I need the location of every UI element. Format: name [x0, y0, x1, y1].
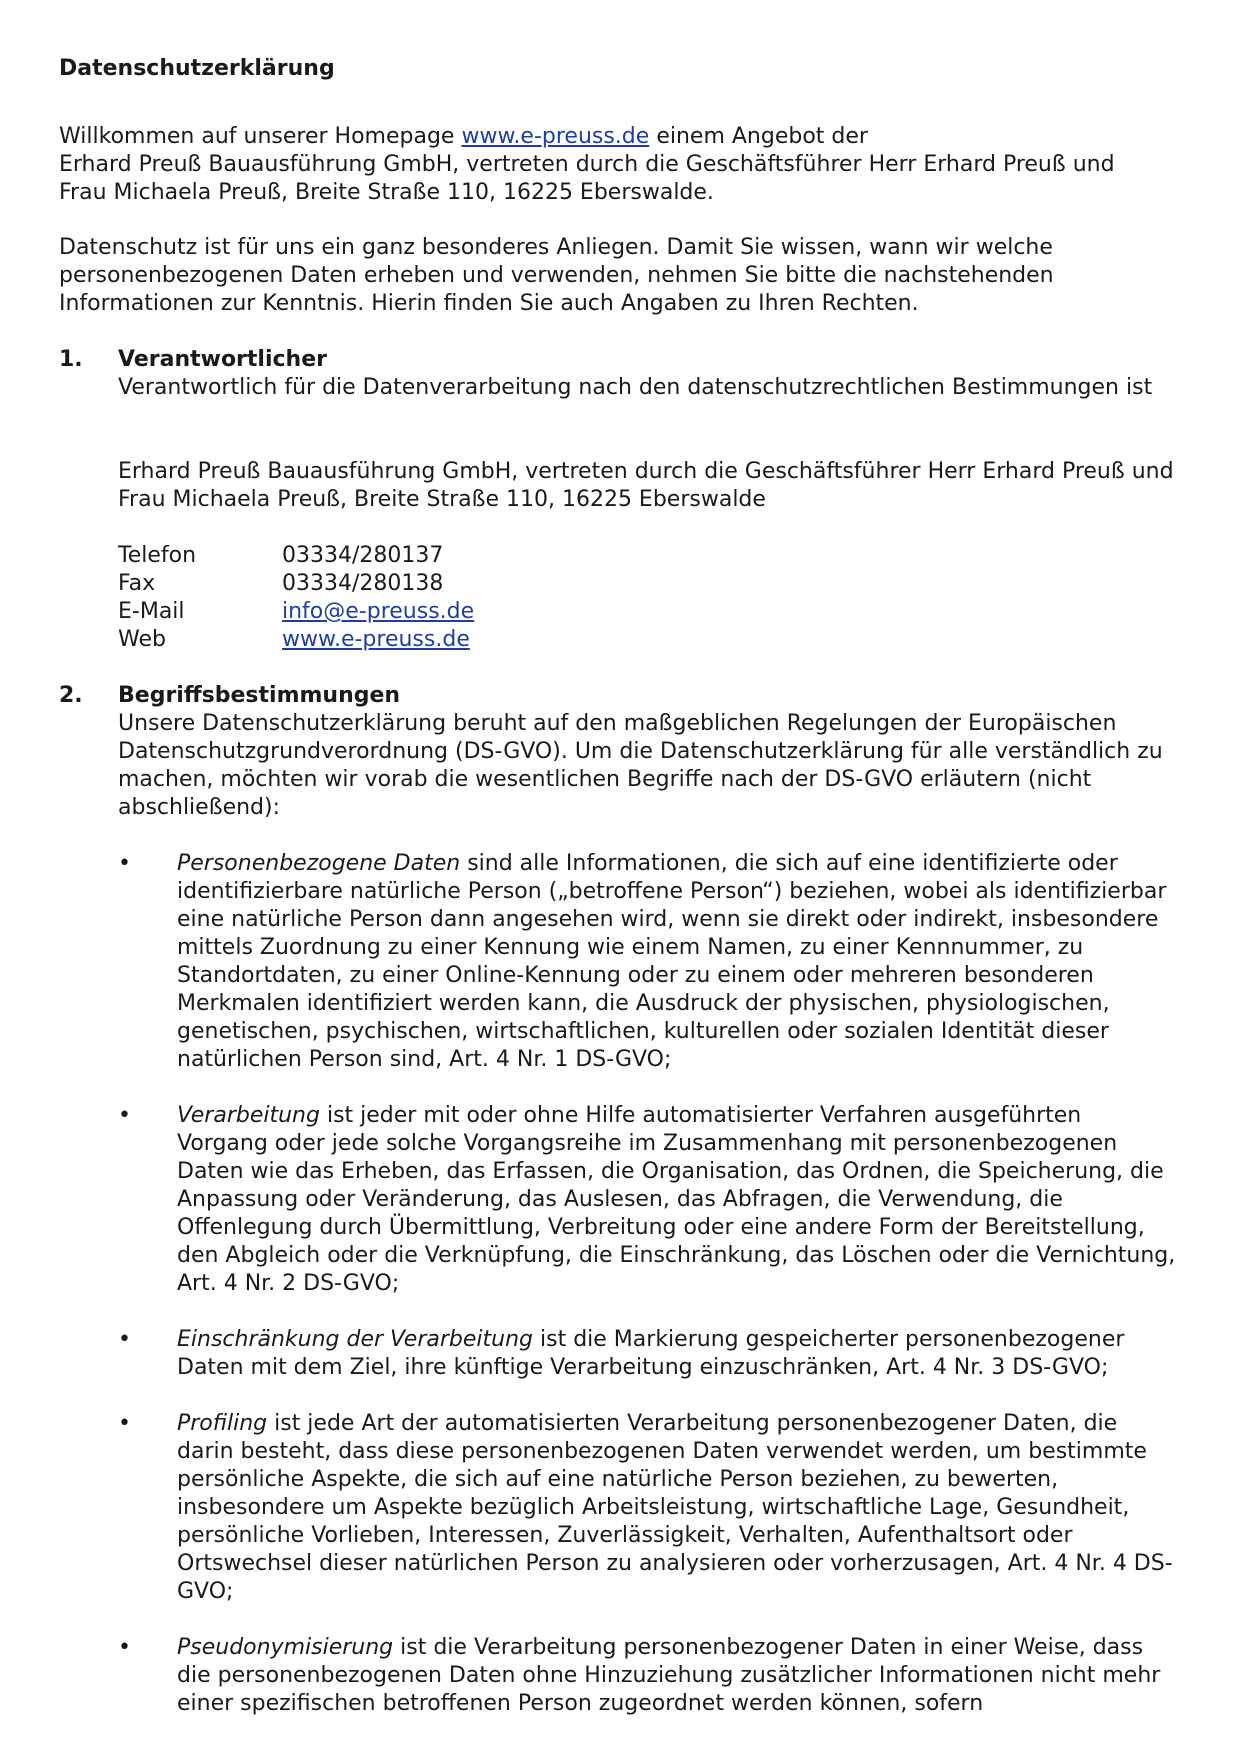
section-1-text: Verantwortlich für die Datenverarbeitung nach den datenschutzrechtlichen Bestimmungen ist — [118, 375, 1153, 400]
homepage-link[interactable]: www.e-preuss.de — [461, 124, 650, 149]
intro-paragraph-1 — [59, 123, 1199, 207]
definition-term: Profiling — [177, 1411, 268, 1436]
contact-value-phone: 03334/280137 — [282, 543, 444, 568]
email-link[interactable]: info@e-preuss.de — [282, 599, 475, 624]
definition-item — [177, 1326, 1177, 1382]
intro-paragraph-2: Datenschutz ist für uns ein ganz besonderes Anliegen. Damit Sie wissen, wann wir welche personenbezogenen Daten erheben und verwenden, nehmen Sie bitte die nachstehenden Informationen zur Kenntnis. Hierin finden Sie auch Angaben zu Ihren Rechten. — [59, 235, 1054, 316]
definition-text: ist die Verarbeitung personenbezogener Daten in einer Weise, dass die personenbezogenen Daten ohne Hinzuziehung zusätzlicher Informationen nicht mehr einer spezifischen betroffenen Person zugeordnet werden können, sofern — [177, 1635, 1161, 1716]
section-2-text: Unsere Datenschutzerklärung beruht auf den maßgeblichen Regelungen der Europäischen Datenschutzgrundverordnung (DS-GVO). Um die Datenschutzerklärung für alle verständlich zu machen, möchten wir vorab die wesentlichen Begriffe nach der DS-GVO erläutern (nicht abschließend): — [118, 711, 1163, 820]
bullet-marker: • — [118, 1635, 131, 1660]
section-1-number: 1. — [59, 347, 83, 372]
definition-text: ist die Markierung gespeicherter personenbezogener Daten mit dem Ziel, ihre künftige Verarbeitung einzuschränken, Art. 4 Nr. 3 DS-GVO; — [177, 1327, 1125, 1380]
intro-text-before-link: Willkommen auf unserer Homepage — [59, 124, 455, 149]
section-1-heading: Verantwortlicher — [118, 347, 327, 372]
bullet-marker: • — [118, 1411, 131, 1436]
bullet-marker: • — [118, 1327, 131, 1352]
contact-value-fax: 03334/280138 — [282, 571, 444, 596]
contact-label-web: Web — [118, 627, 166, 652]
definition-term: Personenbezogene Daten — [177, 851, 461, 876]
intro-line-3: Frau Michaela Preuß, Breite Straße 110, 16225 Eberswalde. — [59, 180, 714, 205]
intro-text-after-link: einem Angebot der — [656, 124, 868, 149]
definition-text: ist jeder mit oder ohne Hilfe automatisierter Verfahren ausgeführten Vorgang oder jede solche Vorgangsreihe im Zusammenhang mit personenbezogenen Daten wie das Erheben, das Erfassen, die Organisation, das Ordnen, die Speicherung, die Anpassung oder Veränderung, das Auslesen, das Abfragen, die Verwendung, die Offenlegung durch Übermittlung, Verbreitung oder eine andere Form der Bereitstellung, den Abgleich oder die Verknüpfung, die Einschränkung, das Löschen oder die Vernichtung, Art. 4 Nr. 2 DS-GVO; — [177, 1103, 1176, 1296]
definition-item — [177, 1102, 1177, 1298]
definition-term: Pseudonymisierung — [177, 1635, 394, 1660]
definition-text: ist jede Art der automatisierten Verarbeitung personenbezogener Daten, die darin besteht, dass diese personenbezogenen Daten verwendet werden, um bestimmte persönliche Aspekte, die sich auf eine natürliche Person beziehen, zu bewerten, insbesondere um Aspekte bezüglich Arbeitsleistung, wirtschaftliche Lage, Gesundheit, persönliche Vorlieben, Interessen, Zuverlässigkeit, Verhalten, Aufenthaltsort oder Ortswechsel dieser natürlichen Person zu analysieren oder vorherzusagen, Art. 4 Nr. 4 DS-GVO; — [177, 1411, 1173, 1604]
definition-text: sind alle Informationen, die sich auf eine identifizierte oder identifizierbare natürliche Person („betroffene Person“) beziehen, wobei als identifizierbar eine natürliche Person dann angesehen wird, wenn sie direkt oder indirekt, insbesondere mittels Zuordnung zu einer Kennung wie einem Namen, zu einer Kennnummer, zu Standortdaten, zu einer Online-Kennung oder zu einem oder mehreren besonderen Merkmalen identifiziert werden kann, die Ausdruck der physischen, physiologischen, genetischen, psychischen, wirtschaftlichen, kulturellen oder sozialen Identität dieser natürlichen Person sind, Art. 4 Nr. 1 DS-GVO; — [177, 851, 1167, 1072]
bullet-marker: • — [118, 1103, 131, 1128]
bullet-marker: • — [118, 851, 131, 876]
contact-label-email: E-Mail — [118, 599, 185, 624]
intro-line-2: Erhard Preuß Bauausführung GmbH, vertreten durch die Geschäftsführer Herr Erhard Preuß und — [59, 152, 1115, 177]
section-2-heading: Begriffsbestimmungen — [118, 683, 401, 708]
section-1-company: Erhard Preuß Bauausführung GmbH, vertreten durch die Geschäftsführer Herr Erhard Preuß und Frau Michaela Preuß, Breite Straße 110, 16225 Eberswalde — [118, 459, 1174, 512]
document-title: Datenschutzerklärung — [59, 56, 335, 81]
definition-item — [177, 850, 1177, 1074]
web-link[interactable]: www.e-preuss.de — [282, 627, 470, 652]
definition-item — [177, 1410, 1177, 1606]
definition-term: Verarbeitung — [177, 1103, 320, 1128]
contact-label-phone: Telefon — [118, 543, 197, 568]
section-2-number: 2. — [59, 683, 83, 708]
definition-item — [177, 1634, 1177, 1718]
definition-term: Einschränkung der Verarbeitung — [177, 1327, 534, 1352]
contact-label-fax: Fax — [118, 571, 156, 596]
